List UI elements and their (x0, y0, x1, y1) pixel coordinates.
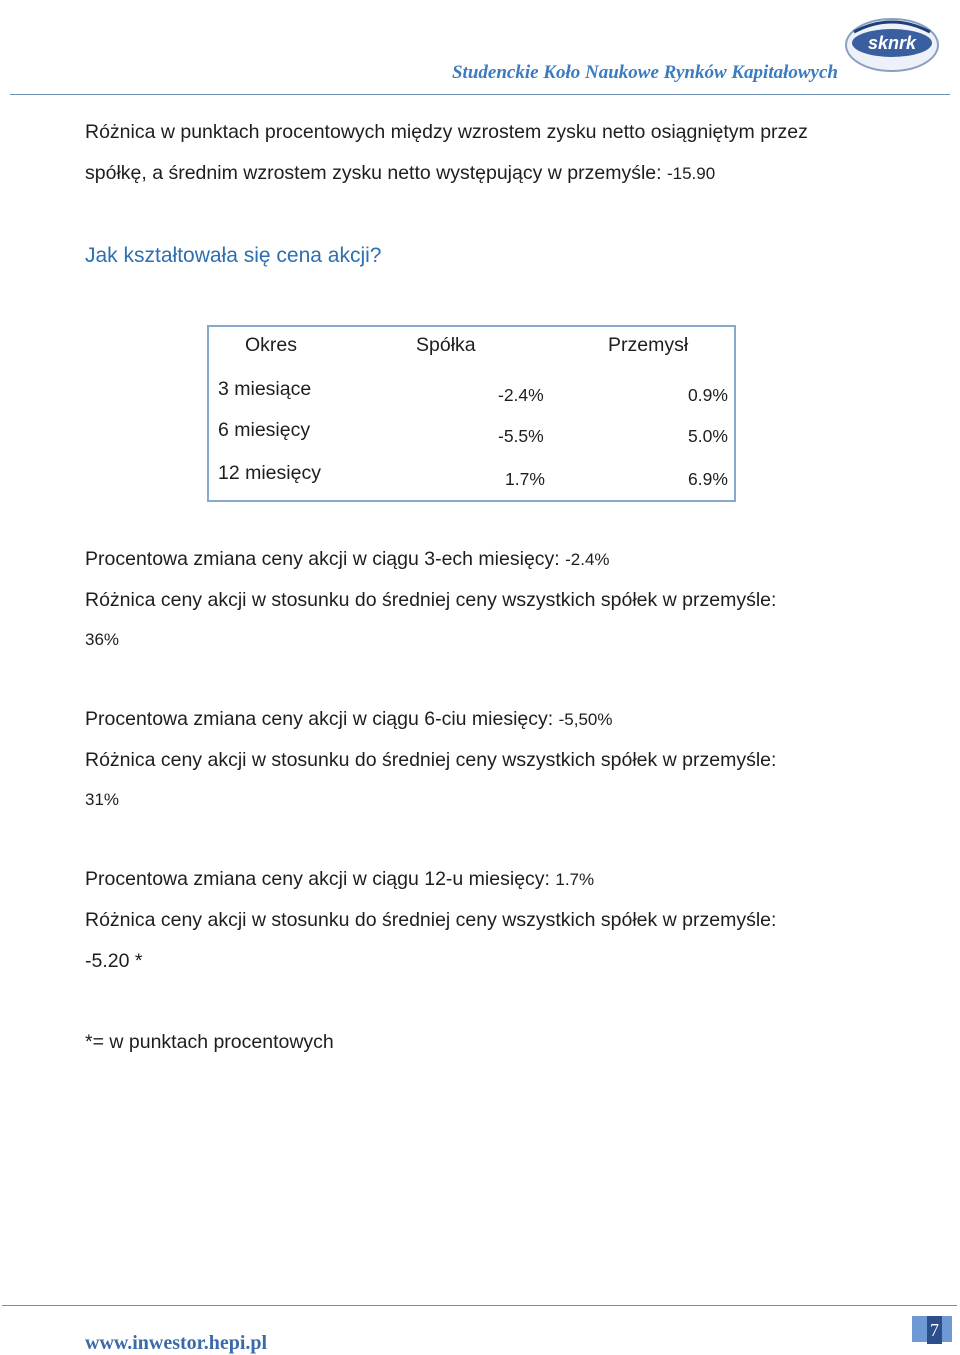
change-3m (85, 547, 610, 572)
change-3m-label: Procentowa zmiana ceny akcji w ciągu 3-ech miesięcy: (85, 548, 566, 570)
table-header-industry: Przemysł (608, 334, 689, 356)
diff-12m-value: -5.20 * (85, 950, 143, 972)
page-number: 7 (927, 1316, 942, 1344)
table-cell-industry: 0.9% (688, 385, 728, 405)
table-cell-period: 3 miesiące (218, 378, 312, 400)
table-cell-industry: 6.9% (688, 469, 728, 489)
intro-line-1: Różnica w punktach procentowych między wzrostem zysku netto osiągniętym przez (85, 121, 808, 143)
change-3m-value: -2.4% (565, 550, 610, 569)
diff-6m-label: Różnica ceny akcji w stosunku do średniej ceny wszystkich spółek w przemyśle: (85, 749, 777, 771)
table-cell-period: 6 miesięcy (218, 419, 311, 441)
diff-12m-label: Różnica ceny akcji w stosunku do średniej ceny wszystkich spółek w przemyśle: (85, 909, 777, 931)
section-question: Jak kształtowała się cena akcji? (85, 244, 382, 267)
table-cell-company: -2.4% (498, 385, 544, 405)
table-header-period: Okres (245, 334, 298, 356)
table-cell-industry: 5.0% (688, 426, 728, 446)
intro-line-2 (85, 161, 715, 186)
diff-3m-label: Różnica ceny akcji w stosunku do średniej ceny wszystkich spółek w przemyśle: (85, 589, 777, 611)
table-cell-period: 12 miesięcy (218, 462, 321, 484)
change-6m (85, 707, 612, 732)
diff-6m-value: 31% (85, 790, 120, 809)
footnote: *= w punktach procentowych (85, 1031, 334, 1053)
footer-divider (2, 1305, 957, 1306)
svg-text:sknrk: sknrk (867, 33, 917, 53)
table-cell-company: -5.5% (498, 426, 544, 446)
table-cell-company: 1.7% (505, 469, 545, 489)
change-6m-value: -5,50% (558, 710, 613, 729)
table-header-company: Spółka (416, 334, 476, 356)
change-12m-label: Procentowa zmiana ceny akcji w ciągu 12-u miesięcy: (85, 868, 556, 890)
header-title: Studenckie Koło Naukowe Rynków Kapitałowych (451, 62, 838, 83)
sknrk-logo (842, 14, 942, 76)
price-table (207, 325, 736, 502)
diff-3m-value: 36% (85, 630, 120, 649)
page-number-badge (912, 1316, 952, 1342)
intro-line-2-value: -15.90 (666, 164, 716, 183)
header-divider (10, 94, 950, 95)
footer-link[interactable]: www.inwestor.hepi.pl (85, 1332, 268, 1354)
change-6m-label: Procentowa zmiana ceny akcji w ciągu 6-ciu miesięcy: (85, 708, 559, 730)
intro-line-2-text: spółkę, a średnim wzrostem zysku netto występujący w przemyśle: (85, 162, 667, 184)
change-12m (85, 867, 594, 892)
change-12m-value: 1.7% (555, 870, 595, 889)
